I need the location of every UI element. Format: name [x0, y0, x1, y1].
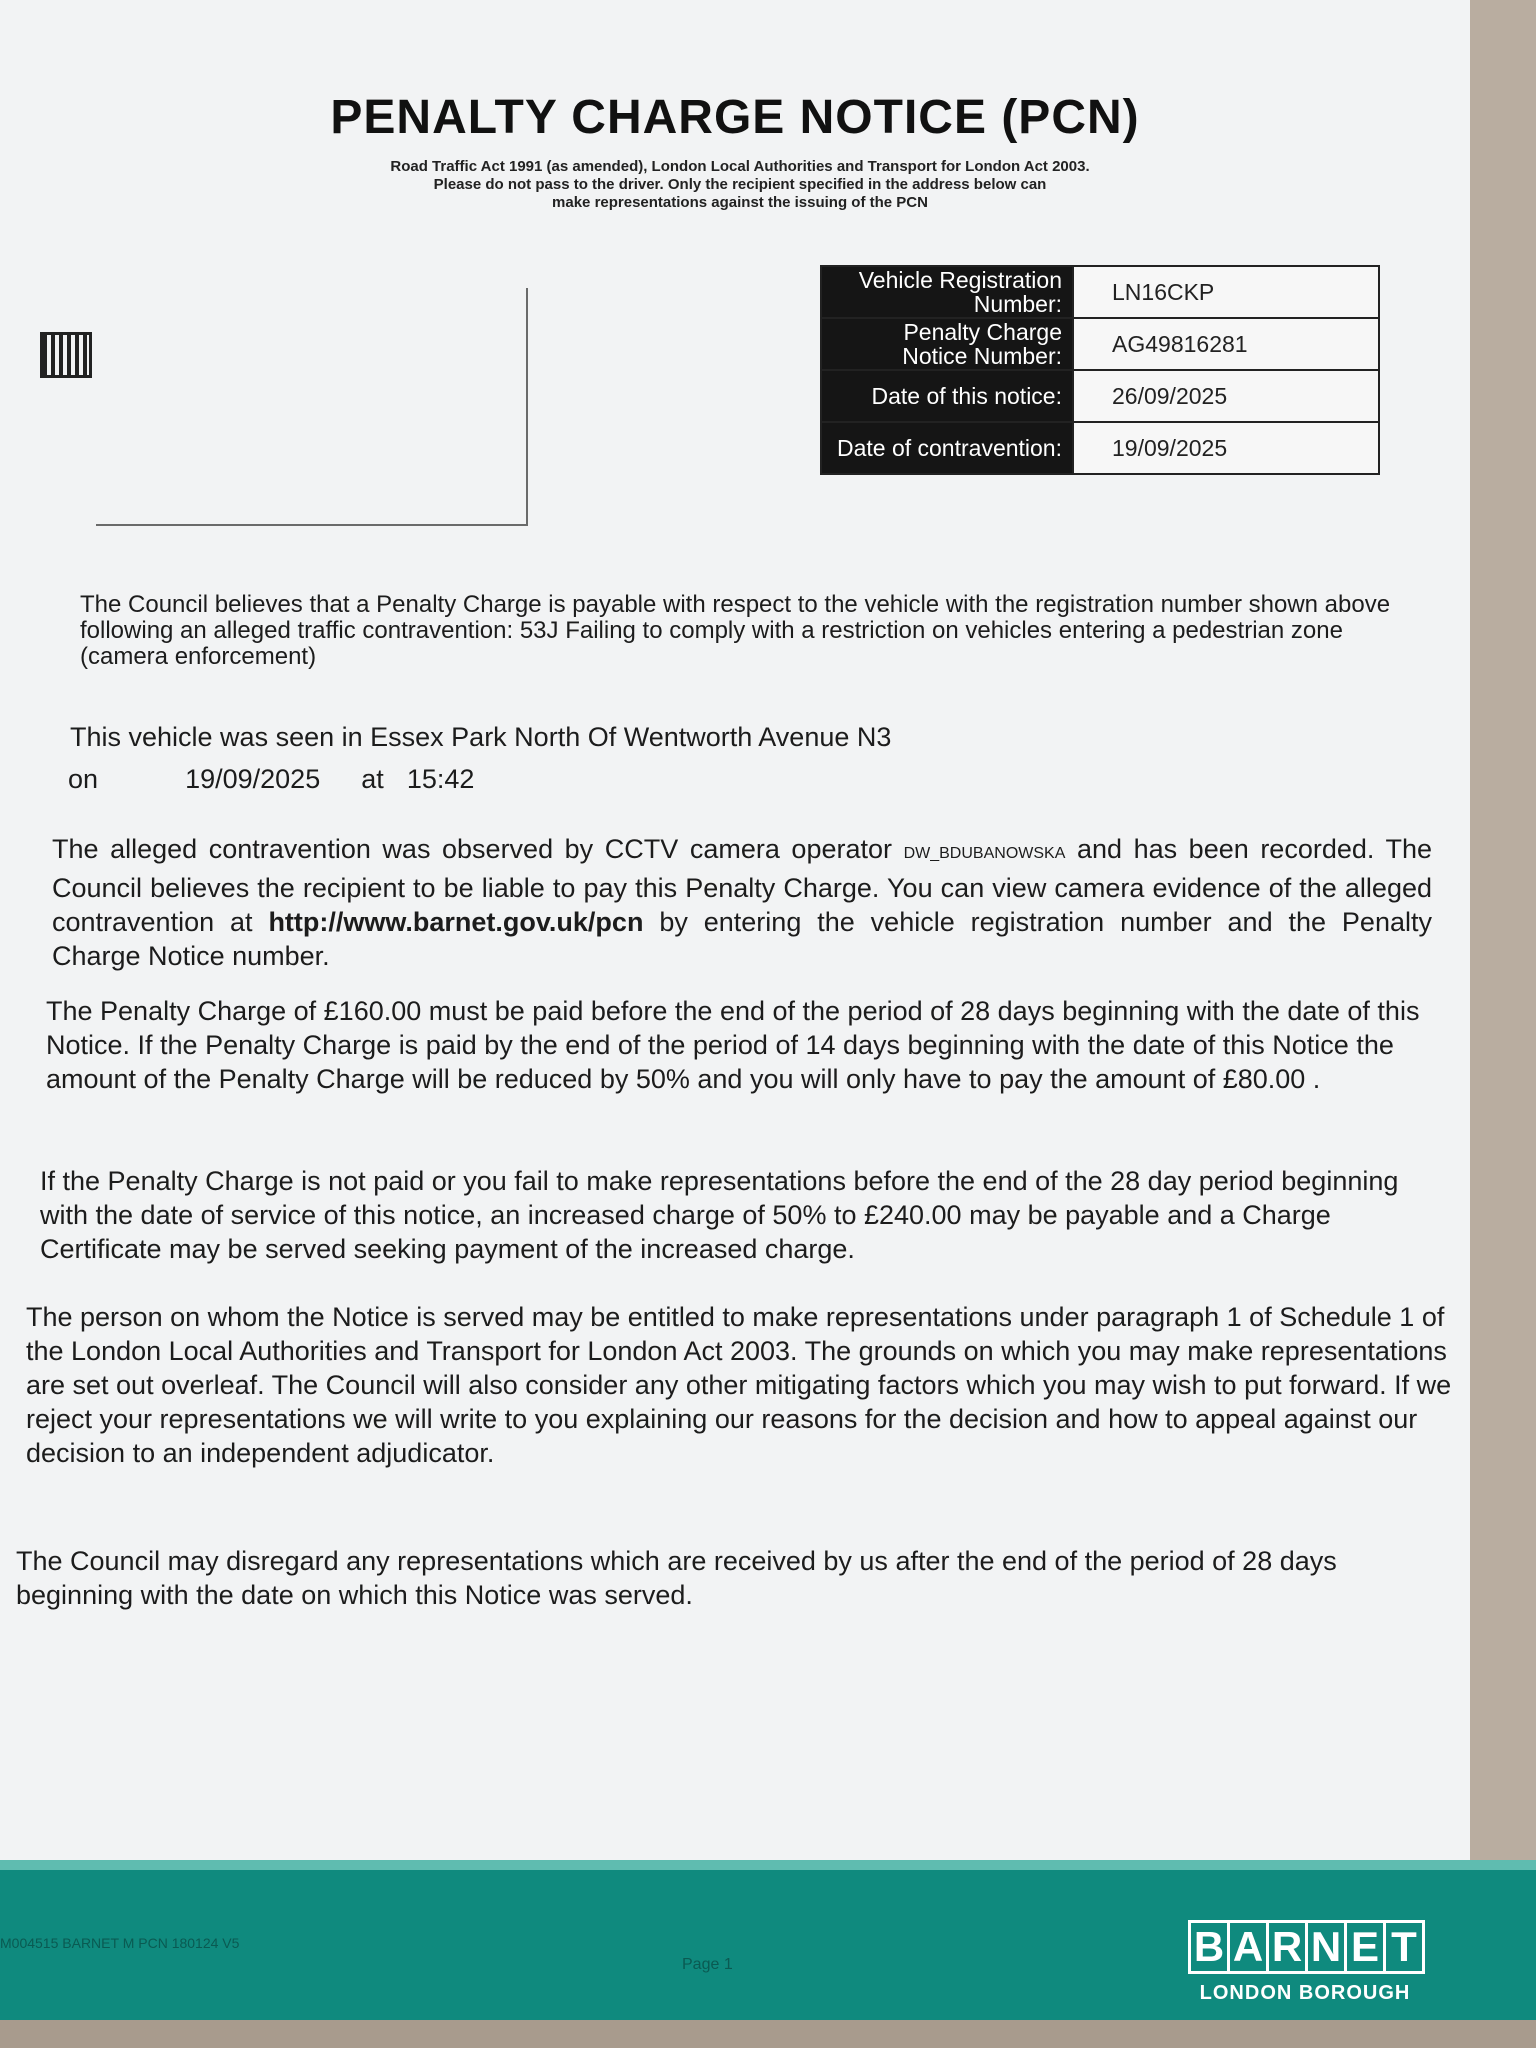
details-label: Date of contravention: — [821, 422, 1073, 474]
logo-letter: B — [1188, 1920, 1230, 1974]
details-row — [821, 266, 1379, 318]
details-row — [821, 318, 1379, 370]
cctv-text: and has been recorded. The Council believes the recipient to be liable to pay this Penalty Charge. You can view camera evidence of the alleged contravention at — [52, 834, 1432, 937]
subtitle-line: make representations against the issuing of the PCN — [552, 194, 928, 211]
payment-paragraph: The Penalty Charge of £160.00 must be paid before the end of the period of 28 days beginning with the date of this Notice. If the Penalty Charge is paid by the end of the period of 14 days beginning with the date of this Notice the amount of the Penalty Charge will be reduced by 50% and you will only have to pay the amount of £80.00 . — [46, 996, 1420, 1094]
details-value: 26/09/2025 — [1073, 370, 1379, 422]
datamatrix-code — [40, 332, 92, 378]
contravention-paragraph: The Council believes that a Penalty Charge is payable with respect to the vehicle with the registration number shown above following an alleged traffic contravention: 53J Failing to comply with a restriction on vehicles entering a pedestrian zone (camera enforcement) — [80, 591, 1391, 670]
legal-subtitle — [240, 158, 1240, 212]
cctv-text: The alleged contravention was observed by CCTV camera operator — [52, 834, 904, 864]
details-row — [821, 370, 1379, 422]
subtitle-line: Road Traffic Act 1991 (as amended), London Local Authorities and Transport for London Act 2003. — [390, 158, 1090, 175]
details-row — [821, 422, 1379, 474]
subtitle-line: Please do not pass to the driver. Only the recipient specified in the address below can — [433, 176, 1047, 193]
representations-paragraph: The person on whom the Notice is served may be entitled to make representations under paragraph 1 of Schedule 1 of the London Local Authorities and Transport for London Act 2003. The grounds on which you may make representations are set out overleaf. The Council will also consider any other mitigating factors which you may wish to put forward. If we reject your representations we will write to you explaining our reasons for the decision and how to appeal against our decision to an independent adjudicator. — [26, 1302, 1452, 1468]
logo-letter: A — [1227, 1920, 1269, 1974]
borough-label: LONDON BOROUGH — [1199, 1982, 1411, 2004]
logo-letter: T — [1383, 1920, 1425, 1974]
details-label: Penalty Charge Notice Number: — [821, 318, 1073, 370]
page-number: Page 1 — [682, 1956, 733, 1973]
date-time-line — [68, 762, 768, 796]
at-label: at — [361, 764, 384, 794]
logo-letter: R — [1266, 1920, 1308, 1974]
location-line: This vehicle was seen in Essex Park North Of Wentworth Avenue N3 — [70, 722, 892, 752]
pcn-details-table — [820, 265, 1380, 475]
form-reference: M004515 BARNET M PCN 180124 V5 — [0, 1935, 240, 1951]
address-window — [96, 288, 528, 526]
operator-id: DW_BDUBANOWSKA — [903, 845, 1066, 862]
on-label: on — [68, 764, 99, 794]
evidence-link[interactable]: http://www.barnet.gov.uk/pcn — [268, 907, 644, 937]
details-value: AG49816281 — [1073, 318, 1379, 370]
background-carpet — [0, 2020, 1536, 2048]
details-value: LN16CKP — [1073, 266, 1379, 318]
cctv-text: by entering the vehicle registration number and the Penalty Charge Notice number. — [52, 907, 1432, 971]
contravention-date: 19/09/2025 — [185, 764, 321, 794]
barnet-logo — [1188, 1920, 1422, 2005]
cctv-paragraph — [52, 832, 1432, 973]
logo-letter: N — [1305, 1920, 1347, 1974]
notice-title: PENALTY CHARGE NOTICE (PCN) — [330, 91, 1140, 144]
logo-letter: E — [1344, 1920, 1386, 1974]
details-label: Date of this notice: — [821, 370, 1073, 422]
contravention-time: 15:42 — [406, 764, 475, 794]
disregard-paragraph: The Council may disregard any representations which are received by us after the end of the period of 28 days beginning with the date on which this Notice was served. — [16, 1546, 1337, 1610]
increased-charge-paragraph: If the Penalty Charge is not paid or you fail to make representations before the end of the 28 day period beginning with the date of service of this notice, an increased charge of 50% to £240.00 may be payable and a Charge Certificate may be served seeking payment of the increased charge. — [40, 1166, 1399, 1264]
details-label: Vehicle Registration Number: — [821, 266, 1073, 318]
details-value: 19/09/2025 — [1073, 422, 1379, 474]
